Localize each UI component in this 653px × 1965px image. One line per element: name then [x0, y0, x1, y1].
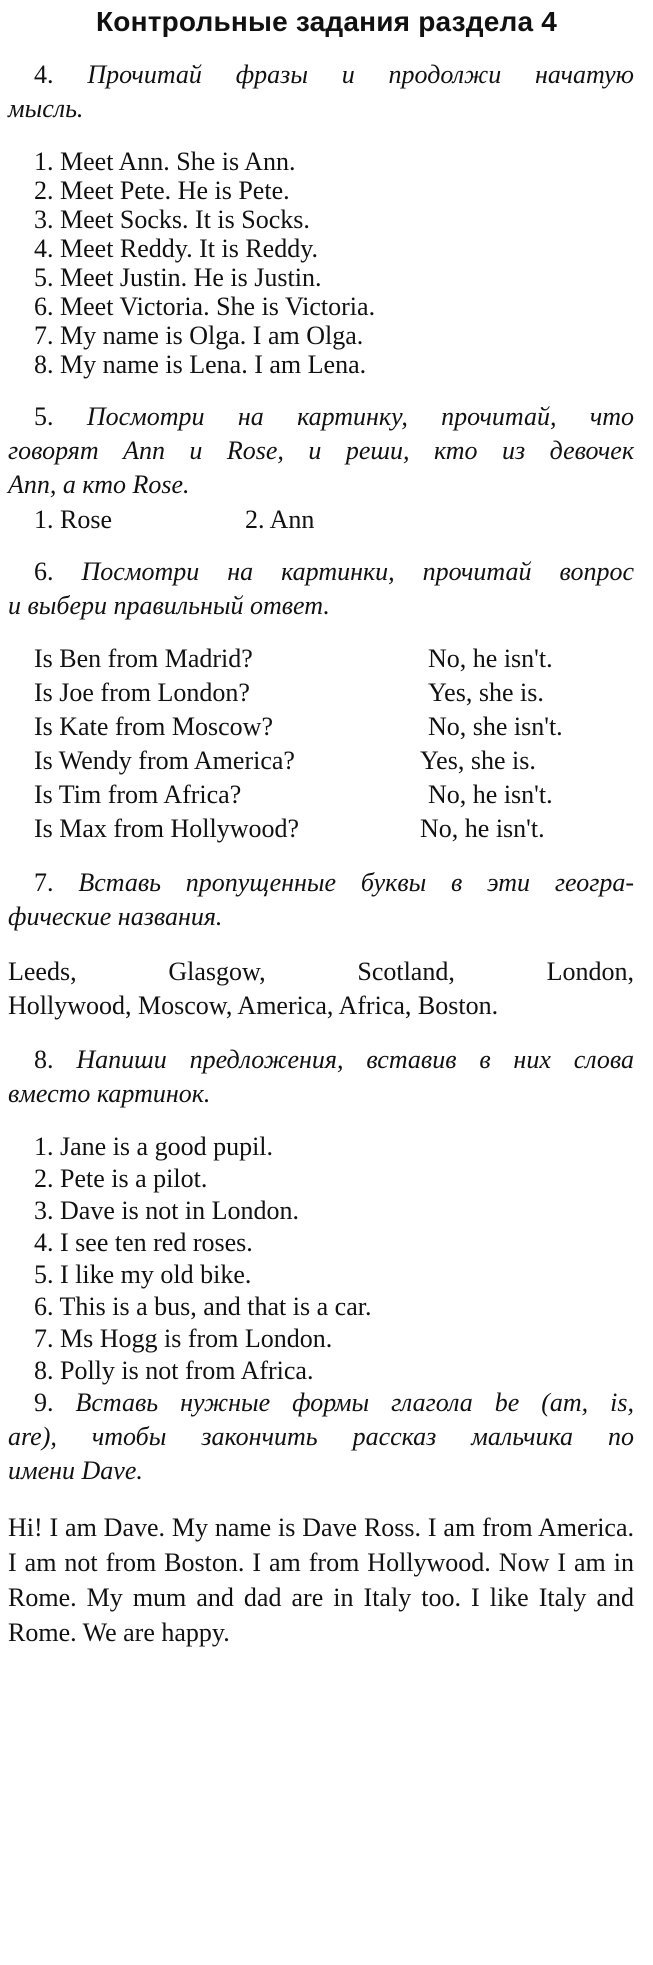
task5-number: 5.	[34, 402, 54, 431]
task9-number: 9.	[34, 1388, 54, 1417]
task6-instruction-text: Посмотри на картинки, прочитай вопрос	[81, 557, 635, 586]
task6-instruction	[34, 555, 634, 589]
task5-instruction	[34, 400, 634, 434]
task9-instruction-cont: are), чтобы закончить рассказ мальчика по	[8, 1422, 634, 1451]
task8-item: 1. Jane is a good pupil.	[34, 1132, 274, 1161]
task4-item: 6. Meet Victoria. She is Victoria.	[34, 292, 376, 321]
task8-instruction	[34, 1043, 634, 1077]
task6-number: 6.	[34, 557, 54, 586]
task5-instruction-cont: Ann, а кто Rose.	[8, 470, 190, 499]
task8-item: 4. I see ten red roses.	[34, 1228, 253, 1257]
task6-question: Is Max from Hollywood?	[34, 814, 300, 843]
task6-question: Is Ben from Madrid?	[34, 644, 253, 673]
task7-instruction	[34, 866, 634, 900]
task6-answer: No, he isn't.	[428, 644, 553, 673]
task9-story: Hi! I am Dave. My name is Dave Ross. I am from America. I am not from Boston. I am from Hollywood. Now I am in Rome. My mum and dad are in Italy too. I like Italy and Rome. We are happy.	[8, 1513, 634, 1647]
task7-answer: Hollywood, Moscow, America, Africa, Boston.	[8, 991, 499, 1020]
task4-item: 7. My name is Olga. I am Olga.	[34, 321, 364, 350]
task4-number: 4.	[34, 60, 54, 89]
task8-instruction-cont: вместо картинок.	[8, 1079, 211, 1108]
task9-instruction	[34, 1386, 634, 1420]
task6-question: Is Joe from London?	[34, 678, 250, 707]
task4-item: 1. Meet Ann. She is Ann.	[34, 147, 296, 176]
task4-item: 2. Meet Pete. He is Pete.	[34, 176, 290, 205]
task4-item: 4. Meet Reddy. It is Reddy.	[34, 234, 319, 263]
task8-item: 3. Dave is not in London.	[34, 1196, 300, 1225]
task8-item: 6. This is a bus, and that is a car.	[34, 1292, 372, 1321]
task8-item: 2. Pete is a pilot.	[34, 1164, 208, 1193]
task7-instruction-cont: фические названия.	[8, 902, 223, 931]
task8-item: 7. Ms Hogg is from London.	[34, 1324, 333, 1353]
task6-answer: No, he isn't.	[420, 814, 545, 843]
task6-answer: Yes, she is.	[428, 678, 544, 707]
task4-instruction-text: Прочитай фразы и продолжи начатую	[87, 60, 634, 89]
task6-question: Is Tim from Africa?	[34, 780, 242, 809]
task4-item: 5. Meet Justin. He is Justin.	[34, 263, 322, 292]
task6-question: Is Wendy from America?	[34, 746, 295, 775]
task6-answer: No, he isn't.	[428, 780, 553, 809]
task8-number: 8.	[34, 1045, 54, 1074]
task6-instruction-cont: и выбери правильный ответ.	[8, 591, 330, 620]
task7-number: 7.	[34, 868, 54, 897]
task5-instruction-text: Посмотри на картинку, прочитай, что	[86, 402, 635, 431]
task4-instruction	[34, 58, 634, 92]
task6-question: Is Kate from Moscow?	[34, 712, 273, 741]
task9-instruction-cont: имени Dave.	[8, 1456, 143, 1485]
page-title: Контрольные задания раздела 4	[95, 6, 557, 37]
task6-answer: Yes, she is.	[420, 746, 536, 775]
task5-instruction-cont: говорят Ann и Rose, и реши, кто из девочек	[8, 436, 634, 465]
task9-instruction-text: Вставь нужные формы глагола be (am, is,	[75, 1388, 634, 1417]
task5-answer: 1. Rose	[34, 505, 112, 534]
task8-item: 5. I like my old bike.	[34, 1260, 252, 1289]
task5-answer: 2. Ann	[245, 505, 315, 534]
task7-instruction-text: Вставь пропущенные буквы в эти геогра-	[78, 868, 635, 897]
task7-answer: Leeds, Glasgow, Scotland, London,	[8, 957, 634, 986]
task4-instruction-cont: мысль.	[8, 94, 84, 123]
task6-answer: No, she isn't.	[428, 712, 563, 741]
task8-instruction-text: Напиши предложения, вставив в них слова	[76, 1045, 635, 1074]
task4-item: 3. Meet Socks. It is Socks.	[34, 205, 310, 234]
task8-item: 8. Polly is not from Africa.	[34, 1356, 314, 1385]
task4-item: 8. My name is Lena. I am Lena.	[34, 350, 367, 379]
